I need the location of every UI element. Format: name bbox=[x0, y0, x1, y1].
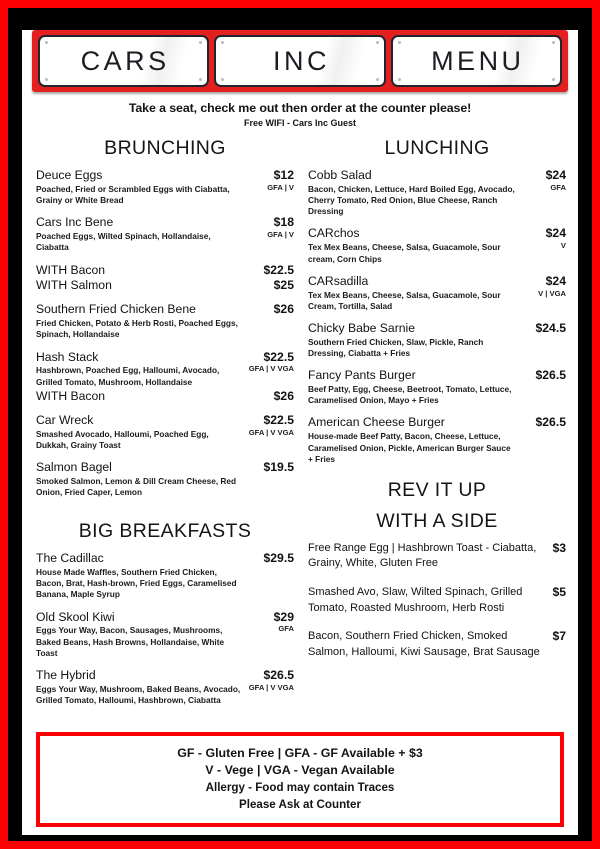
menu-item bbox=[308, 168, 566, 217]
side-item-description: Bacon, Southern Fried Chicken, Smoked Salmon, Halloumi, Kiwi Sausage, Brat Sausage bbox=[308, 630, 540, 658]
side-item bbox=[308, 629, 566, 660]
legend-line-allergy: Allergy - Food may contain Traces bbox=[205, 781, 395, 795]
menu-item-body bbox=[36, 302, 250, 340]
menu-item-name: Old Skool Kiwi bbox=[36, 609, 115, 624]
menu-item-description: Tex Mex Beans, Cheese, Salsa, Guacamole, Sour cream, Corn Chips bbox=[308, 242, 501, 264]
menu-item-body bbox=[36, 215, 250, 253]
menu-item-dietary-tag: GFA | V bbox=[267, 182, 294, 192]
screw-icon bbox=[199, 41, 202, 44]
menu-item-price: $22.5 bbox=[263, 262, 294, 277]
menu-item-dietary-tag: GFA | V VGA bbox=[248, 427, 294, 437]
menu-item-dietary-tag: GFA | V bbox=[267, 230, 294, 240]
menu-item-body bbox=[308, 168, 522, 217]
section-title-rev-it-up-line1: REV IT UP bbox=[387, 478, 487, 501]
menu-item-price: $18 bbox=[273, 215, 294, 230]
menu-item-price: $22.5 bbox=[263, 349, 294, 364]
menu-item-side bbox=[250, 389, 294, 404]
legend-line-gluten: GF - Gluten Free | GFA - GF Available + $3 bbox=[177, 745, 423, 760]
wifi-info: Free WIFI - Cars Inc Guest bbox=[243, 118, 357, 128]
menu-item-dietary-tag: GFA | V VGA bbox=[248, 682, 294, 692]
menu-item-side bbox=[249, 668, 294, 693]
menu-item-price: $26.5 bbox=[263, 668, 294, 682]
menu-item-price: $25 bbox=[273, 278, 294, 293]
menu-item-dietary-tag: GFA bbox=[550, 182, 566, 192]
menu-item-name: Salmon Bagel bbox=[36, 459, 112, 474]
screw-icon bbox=[45, 78, 48, 81]
menu-item bbox=[36, 302, 294, 340]
menu-item-description: Eggs Your Way, Bacon, Sausages, Mushrooms, Baked Beans, Hash Browns, Hollandaise, White Toast bbox=[36, 625, 225, 658]
menu-item-body bbox=[36, 278, 250, 293]
menu-item-description: Tex Mex Beans, Cheese, Salsa, Guacamole, Sour Cream, Tortilla, Salad bbox=[308, 289, 501, 311]
menu-item-price: $24 bbox=[545, 226, 566, 241]
menu-item-price: $29.5 bbox=[263, 551, 294, 566]
menu-item-body bbox=[36, 460, 250, 498]
menu-item-name: CARchos bbox=[308, 226, 360, 241]
menu-item-side bbox=[249, 350, 294, 375]
menu-item-description: House Made Waffles, Southern Fried Chicken, Bacon, Brat, Hash-brown, Fried Eggs, Caramelised Banana, Maple Syrup bbox=[36, 567, 237, 600]
menu-page bbox=[22, 30, 578, 835]
menu-item-side bbox=[522, 274, 566, 299]
menu-item-body bbox=[308, 368, 522, 406]
menu-item bbox=[36, 668, 294, 706]
menu-item-body bbox=[36, 413, 249, 451]
menu-item-name: American Cheese Burger bbox=[308, 415, 445, 430]
menu-item-name: Chicky Babe Sarnie bbox=[308, 320, 416, 335]
section-title-rev-it-up-line2: WITH A SIDE bbox=[376, 509, 498, 532]
menu-item-body bbox=[36, 668, 249, 706]
license-plate-banner bbox=[32, 30, 568, 92]
menu-column-left bbox=[36, 137, 294, 715]
menu-item-price: $26.5 bbox=[535, 415, 566, 430]
section-title-lunching: LUNCHING bbox=[384, 137, 490, 159]
side-item-description: Smashed Avo, Slaw, Wilted Spinach, Grilled Tomato, Roasted Mushroom, Herb Rosti bbox=[308, 586, 523, 614]
screw-icon bbox=[398, 78, 401, 81]
menu-item-side bbox=[250, 551, 294, 566]
menu-item-description: Eggs Your Way, Mushroom, Baked Beans, Avocado, Grilled Tomato, Halloumi, Hashbrown, Ciabatta bbox=[36, 683, 241, 706]
menu-item-name: Southern Fried Chicken Bene bbox=[36, 302, 196, 317]
menu-item-name: WITH Bacon bbox=[36, 388, 106, 403]
menu-item bbox=[36, 350, 294, 388]
screw-icon bbox=[552, 78, 555, 81]
dietary-legend-box bbox=[36, 732, 564, 827]
menu-item-side bbox=[250, 215, 294, 240]
menu-item-name: Car Wreck bbox=[36, 412, 94, 427]
license-plate-text: MENU bbox=[431, 45, 525, 76]
menu-item-name: The Cadillac bbox=[36, 551, 104, 566]
menu-item-dietary-tag: V bbox=[560, 241, 566, 251]
side-item-price: $7 bbox=[552, 629, 566, 644]
menu-item-side bbox=[250, 263, 294, 278]
side-item bbox=[308, 541, 566, 572]
menu-item-side bbox=[522, 168, 566, 193]
menu-item-description: Fried Chicken, Potato & Herb Rosti, Poached Eggs, Spinach, Hollandaise bbox=[36, 318, 238, 340]
menu-item-side bbox=[249, 413, 294, 438]
section-title-brunching: BRUNCHING bbox=[104, 137, 226, 159]
side-item-description: Free Range Egg | Hashbrown Toast - Ciabatta, Grainy, White, Gluten Free bbox=[308, 541, 537, 570]
menu-item-description: Smoked Salmon, Lemon & Dill Cream Cheese, Red Onion, Fried Caper, Lemon bbox=[36, 475, 237, 497]
menu-item bbox=[308, 368, 566, 406]
menu-item-description: Beef Patty, Egg, Cheese, Beetroot, Tomato, Lettuce, Caramelised Onion, Mayo + Fries bbox=[308, 384, 512, 406]
menu-item bbox=[36, 389, 294, 404]
menu-item-body bbox=[308, 415, 522, 464]
menu-item bbox=[36, 215, 294, 253]
license-plate-menu bbox=[391, 35, 562, 87]
screw-icon bbox=[376, 78, 379, 81]
screw-icon bbox=[376, 41, 379, 44]
license-plate-text: INC bbox=[272, 45, 330, 76]
menu-item-price: $19.5 bbox=[263, 459, 294, 474]
menu-item-dietary-tag: GFA bbox=[278, 624, 294, 634]
side-item-price: $5 bbox=[552, 585, 566, 600]
menu-item bbox=[308, 274, 566, 312]
menu-columns bbox=[22, 137, 578, 715]
screw-icon bbox=[199, 78, 202, 81]
tagline: Take a seat, check me out then order at the counter please! bbox=[128, 101, 472, 115]
menu-item-description: Poached, Fried or Scrambled Eggs with Ciabatta, Grainy or White Bread bbox=[36, 183, 230, 206]
menu-item bbox=[36, 168, 294, 206]
menu-item-side bbox=[522, 415, 566, 430]
section-title-big-breakfasts: BIG BREAKFASTS bbox=[78, 520, 252, 543]
menu-item-body bbox=[308, 321, 522, 359]
license-plate-inc bbox=[214, 35, 385, 87]
menu-item-description: House-made Beef Patty, Bacon, Cheese, Lettuce, Caramelised Onion, Pickle, American Burger Sauce + Fries bbox=[308, 431, 511, 464]
menu-item bbox=[36, 413, 294, 451]
menu-item-description: Smashed Avocado, Halloumi, Poached Egg, Dukkah, Grainy Toast bbox=[36, 428, 209, 450]
menu-item-name: Cars Inc Bene bbox=[36, 215, 114, 230]
menu-item-price: $24 bbox=[545, 168, 566, 182]
menu-item-description: Bacon, Chicken, Lettuce, Hard Boiled Egg, Avocado, Cherry Tomato, Red Onion, Blue Cheese, Ranch Dressing bbox=[308, 183, 515, 217]
side-item bbox=[308, 585, 566, 616]
legend-line-vege: V - Vege | VGA - Vegan Available bbox=[205, 763, 395, 778]
menu-column-right bbox=[308, 137, 566, 674]
menu-item-body bbox=[36, 263, 250, 278]
menu-item-side bbox=[250, 302, 294, 317]
menu-item-description: Poached Eggs, Wilted Spinach, Hollandaise, Ciabatta bbox=[36, 231, 211, 253]
menu-item-price: $24.5 bbox=[535, 320, 566, 335]
menu-item-price: $22.5 bbox=[263, 412, 294, 427]
menu-item bbox=[308, 321, 566, 359]
menu-item-side bbox=[250, 610, 294, 635]
menu-item bbox=[36, 551, 294, 600]
menu-item bbox=[308, 415, 566, 464]
menu-item-price: $24 bbox=[545, 273, 566, 288]
menu-item-name: Deuce Eggs bbox=[36, 168, 103, 182]
license-plate-cars bbox=[38, 35, 209, 87]
menu-item-side bbox=[522, 368, 566, 383]
menu-item-price: $29 bbox=[273, 609, 294, 624]
menu-item bbox=[36, 278, 294, 293]
license-plate-text: CARS bbox=[80, 45, 170, 76]
menu-item-name: CARsadilla bbox=[308, 273, 369, 288]
menu-item-price: $12 bbox=[273, 168, 294, 182]
side-item-price: $3 bbox=[552, 540, 566, 555]
menu-item-side bbox=[522, 226, 566, 251]
menu-item-name: The Hybrid bbox=[36, 668, 96, 682]
menu-item-description: Hashbrown, Poached Egg, Halloumi, Avocado, Grilled Tomato, Mushroom, Hollandaise bbox=[36, 365, 220, 387]
menu-item-price: $26 bbox=[273, 388, 294, 403]
screw-icon bbox=[552, 41, 555, 44]
menu-item-side bbox=[250, 278, 294, 293]
legend-line-ask-counter: Please Ask at Counter bbox=[239, 797, 361, 811]
menu-item bbox=[308, 226, 566, 264]
screw-icon bbox=[221, 78, 224, 81]
menu-item-price: $26.5 bbox=[535, 368, 566, 383]
menu-inner-black-frame bbox=[8, 8, 592, 841]
menu-item-name: WITH Salmon bbox=[36, 278, 112, 293]
menu-item-side bbox=[250, 168, 294, 193]
menu-item-price: $26 bbox=[273, 302, 294, 317]
menu-item-body bbox=[308, 274, 522, 312]
menu-item bbox=[36, 460, 294, 498]
screw-icon bbox=[221, 41, 224, 44]
menu-item-name: WITH Bacon bbox=[36, 262, 106, 277]
menu-item bbox=[36, 263, 294, 278]
menu-item-body bbox=[36, 168, 250, 206]
menu-item bbox=[36, 610, 294, 659]
menu-item-body bbox=[36, 610, 250, 659]
menu-item-dietary-tag: V | VGA bbox=[538, 288, 566, 298]
menu-item-body bbox=[36, 389, 250, 404]
menu-item-body bbox=[36, 350, 249, 388]
menu-item-body bbox=[308, 226, 522, 264]
menu-item-description: Southern Fried Chicken, Slaw, Pickle, Ranch Dressing, Ciabatta + Fries bbox=[308, 336, 484, 358]
menu-item-name: Hash Stack bbox=[36, 349, 99, 364]
menu-item-body bbox=[36, 551, 250, 600]
menu-item-dietary-tag: GFA | V VGA bbox=[248, 364, 294, 374]
menu-item-name: Cobb Salad bbox=[308, 168, 372, 182]
menu-item-side bbox=[522, 321, 566, 336]
menu-item-side bbox=[250, 460, 294, 475]
menu-item-name: Fancy Pants Burger bbox=[308, 368, 416, 383]
screw-icon bbox=[398, 41, 401, 44]
screw-icon bbox=[45, 41, 48, 44]
